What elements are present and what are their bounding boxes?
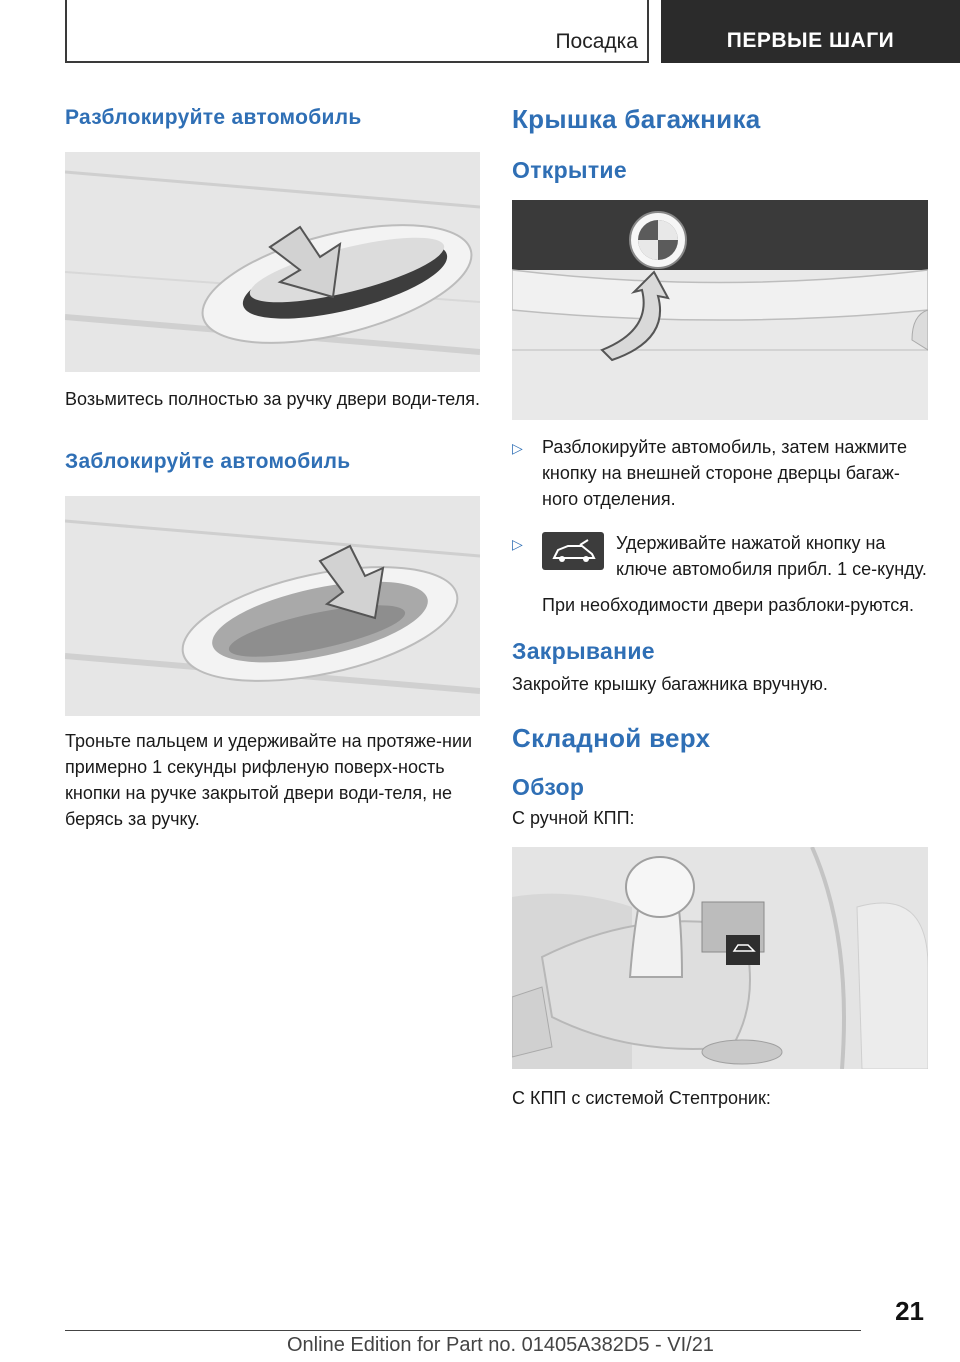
triangle-right-icon: ▷ (512, 536, 523, 552)
footer-edition: Online Edition for Part no. 01405A382D5 - VI/21 (287, 1334, 714, 1356)
closing-heading: Закрывание (512, 638, 655, 664)
roof-switch-figure (512, 847, 928, 1069)
steptronic-label: С КПП с системой Стептроник: (512, 1088, 771, 1108)
closing-instruction: Закройте крышку багажника вручную. (512, 674, 828, 694)
opening-heading: Открытие (512, 157, 627, 183)
unlock-instruction: Возьмитесь полностью за ручку двери води-теля. (65, 389, 480, 409)
right-column (512, 100, 928, 1111)
triangle-right-icon: ▷ (512, 440, 523, 456)
bullet-note: При необходимости двери разблоки-руются. (542, 595, 914, 615)
door-handle-unlock-figure (65, 152, 480, 372)
left-column (65, 100, 480, 832)
door-handle-lock-figure (65, 496, 480, 716)
overview-heading: Обзор (512, 774, 585, 800)
trunk-button-figure (512, 200, 928, 420)
list-item (512, 434, 928, 512)
bullet-text-1: Разблокируйте автомобиль, затем нажмите кнопку на внешней стороне дверцы багаж-ного отделения. (542, 437, 907, 509)
trunk-lid-heading: Крышка багажника (512, 104, 761, 134)
page-number: 21 (895, 1296, 924, 1326)
list-item (512, 530, 928, 618)
header-chapter-tab (661, 0, 960, 63)
folding-roof-heading: Складной верх (512, 723, 711, 753)
car-trunk-key-icon (542, 532, 604, 570)
footer-divider (65, 1330, 861, 1331)
header-chapter-label: ПЕРВЫЕ ШАГИ (726, 29, 895, 52)
lock-heading: Заблокируйте автомобиль (65, 450, 351, 473)
bullet-text-2: Удерживайте нажатой кнопку на ключе автомобиля прибл. 1 се-кунду. (616, 533, 927, 579)
lock-instruction: Троньте пальцем и удерживайте на протяже-нии примерно 1 секунды рифленую поверх-ность кнопки на ручке закрытой двери води-теля, не берясь за ручку. (65, 731, 473, 829)
header-section-title: Посадка (555, 30, 638, 53)
manual-gearbox-label: С ручной КПП: (512, 808, 635, 828)
unlock-heading: Разблокируйте автомобиль (65, 106, 362, 129)
